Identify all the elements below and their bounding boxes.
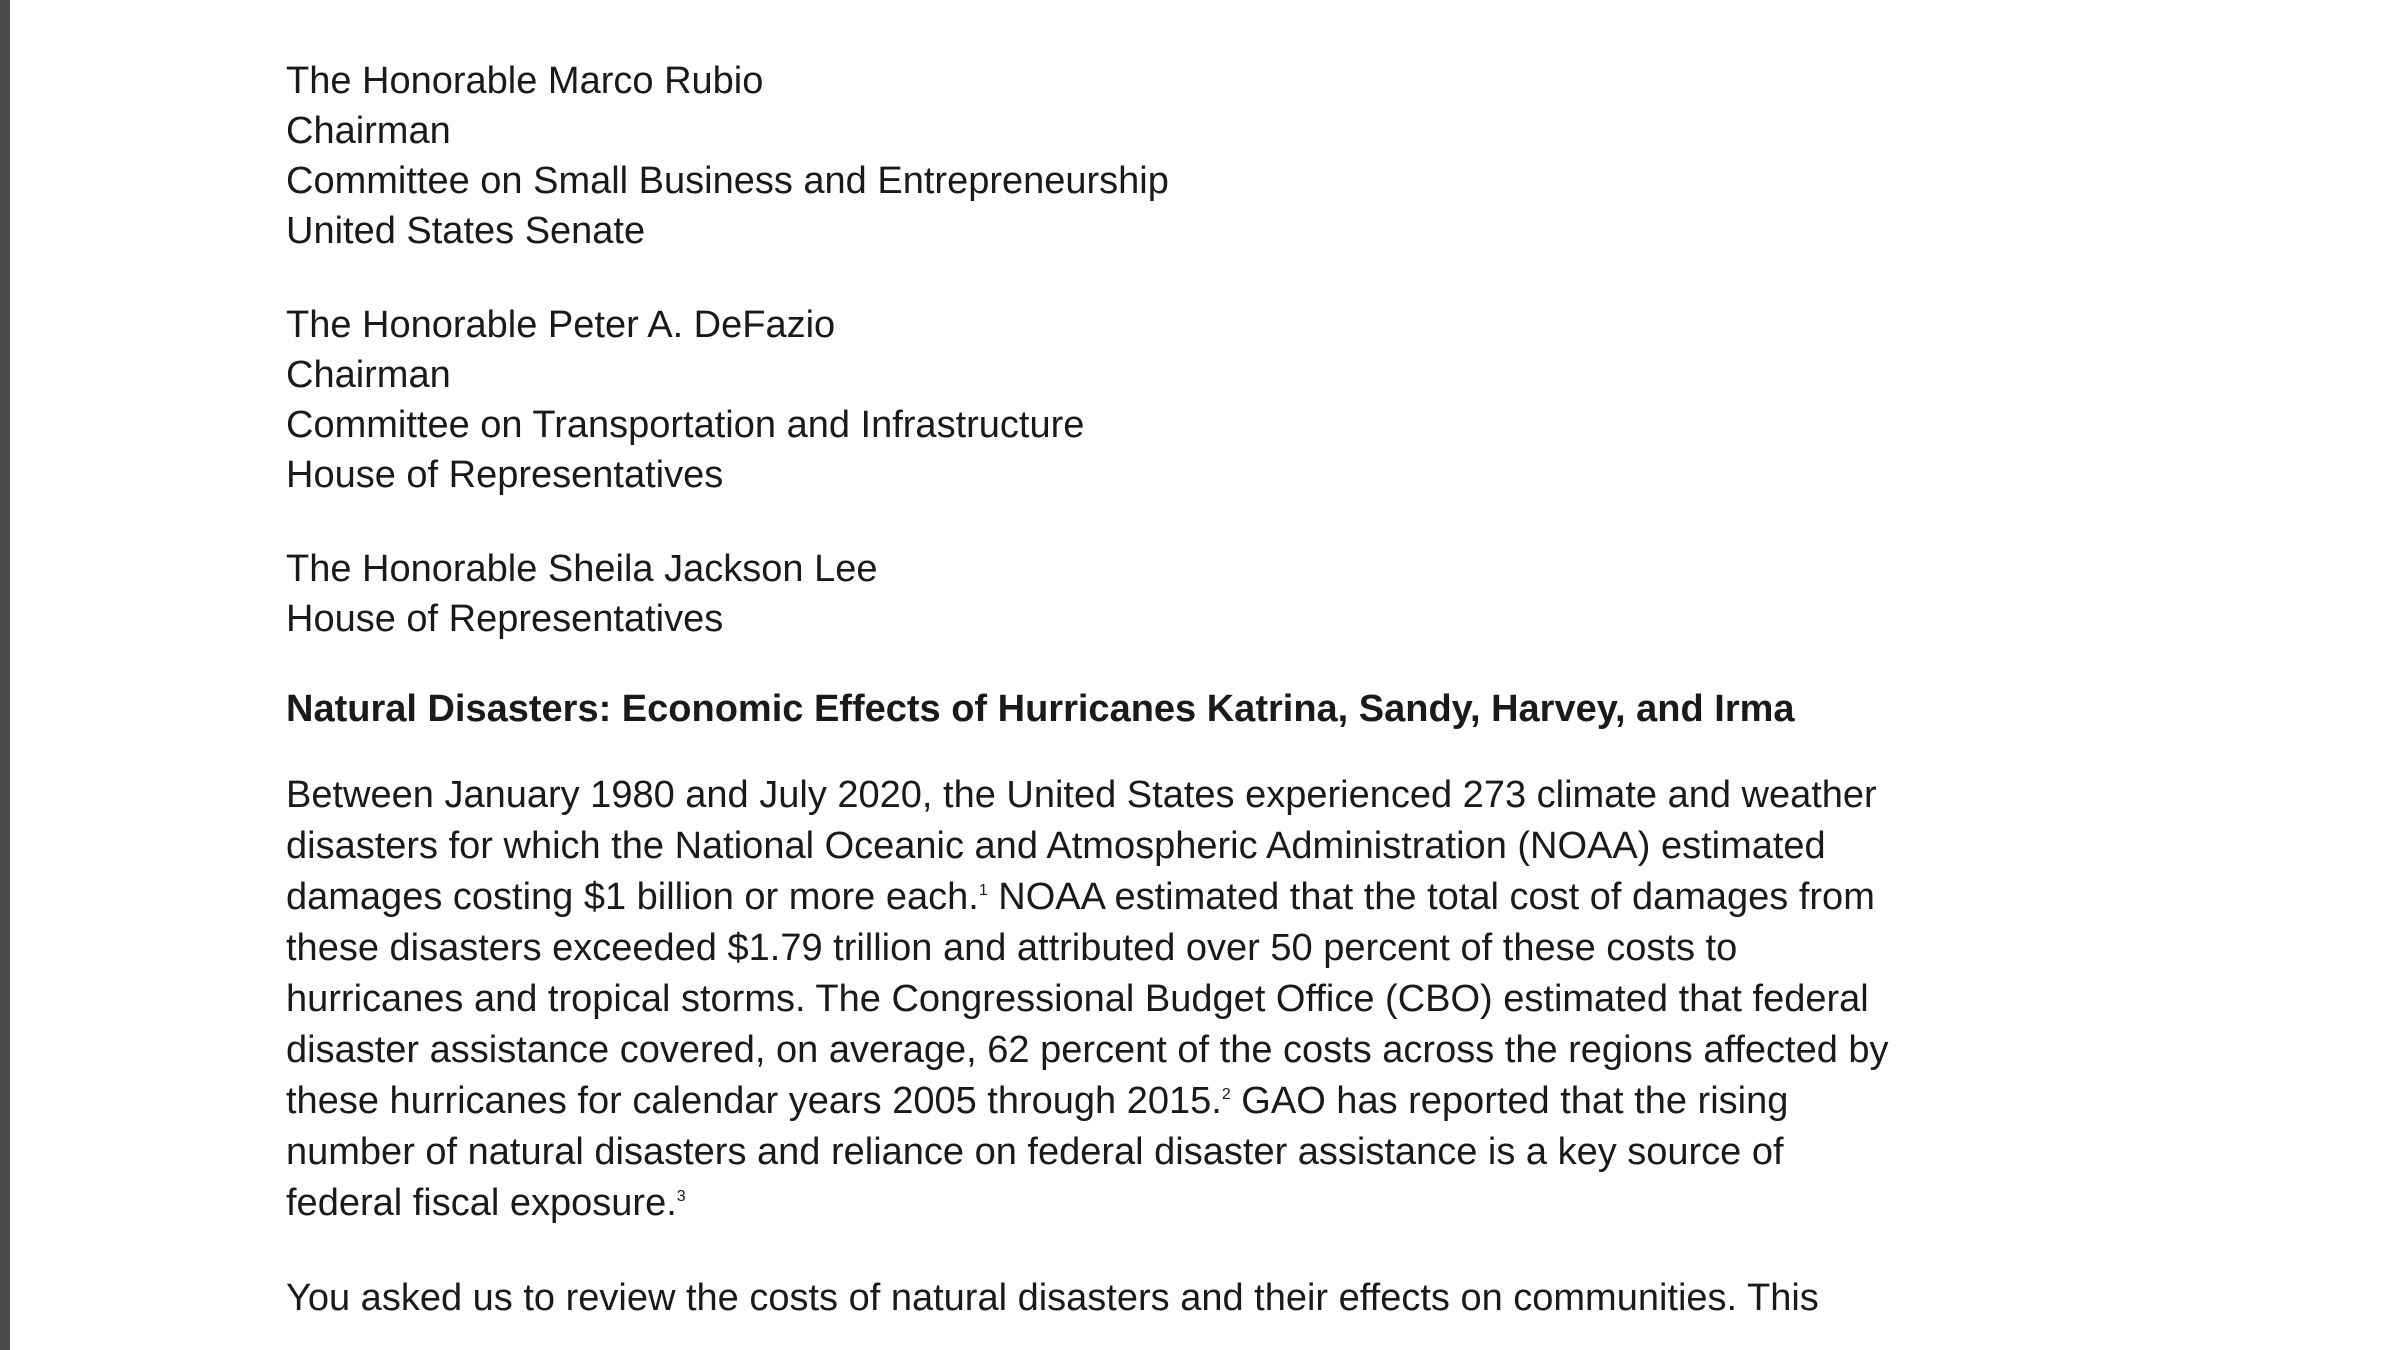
paragraph-line: these disasters exceeded $1.79 trillion and attributed over 50 percent of these costs to [286, 927, 1738, 969]
paragraph-line [286, 872, 2186, 923]
paragraph-line [286, 1178, 2186, 1229]
addressee-chamber: United States Senate [286, 210, 646, 252]
paragraph-line [286, 1076, 2186, 1127]
letter-heading: Natural Disasters: Economic Effects of Hurricanes Katrina, Sandy, Harvey, and Irma [286, 688, 1795, 730]
addressee-name: The Honorable Sheila Jackson Lee [286, 548, 878, 590]
body-paragraph-1 [286, 770, 2186, 1229]
paragraph-line: hurricanes and tropical storms. The Congressional Budget Office (CBO) estimated that federal [286, 978, 1869, 1020]
footnote-marker-2[interactable]: 2 [1221, 1086, 1231, 1103]
footnote-marker-3[interactable]: 3 [676, 1188, 686, 1205]
footnote-marker-1[interactable]: 1 [978, 882, 988, 899]
paragraph-line: disasters for which the National Oceanic and Atmospheric Administration (NOAA) estimated [286, 825, 1826, 867]
addressee-jackson-lee [286, 544, 2186, 644]
addressee-title: Chairman [286, 354, 451, 396]
body-paragraph-2 [286, 1273, 2186, 1324]
addressee-chamber: House of Representatives [286, 454, 724, 496]
addressee-title: Chairman [286, 110, 451, 152]
paragraph-line: You asked us to review the costs of natural disasters and their effects on communities. This [286, 1277, 1819, 1319]
addressee-name: The Honorable Marco Rubio [286, 60, 764, 102]
addressee-chamber: House of Representatives [286, 598, 724, 640]
paragraph-line: disaster assistance covered, on average, 62 percent of the costs across the regions affected by [286, 1029, 1889, 1071]
addressee-defazio [286, 300, 2186, 500]
addressee-committee: Committee on Small Business and Entrepreneurship [286, 160, 1169, 202]
paragraph-line: number of natural disasters and reliance on federal disaster assistance is a key source of [286, 1131, 1784, 1173]
paragraph-text: GAO has reported that the rising [1230, 1080, 1789, 1122]
paragraph-text: NOAA estimated that the total cost of damages from [987, 876, 1875, 918]
addressee-rubio [286, 56, 2186, 256]
addressee-name: The Honorable Peter A. DeFazio [286, 304, 836, 346]
paragraph-text: damages costing $1 billion or more each. [286, 876, 979, 918]
paragraph-text: these hurricanes for calendar years 2005 through 2015. [286, 1080, 1222, 1122]
paragraph-line: Between January 1980 and July 2020, the United States experienced 273 climate and weather [286, 774, 1877, 816]
addressee-committee: Committee on Transportation and Infrastructure [286, 404, 1085, 446]
letter-content [286, 56, 2186, 1350]
page-left-border [0, 0, 10, 1350]
paragraph-text: federal fiscal exposure. [286, 1182, 677, 1224]
